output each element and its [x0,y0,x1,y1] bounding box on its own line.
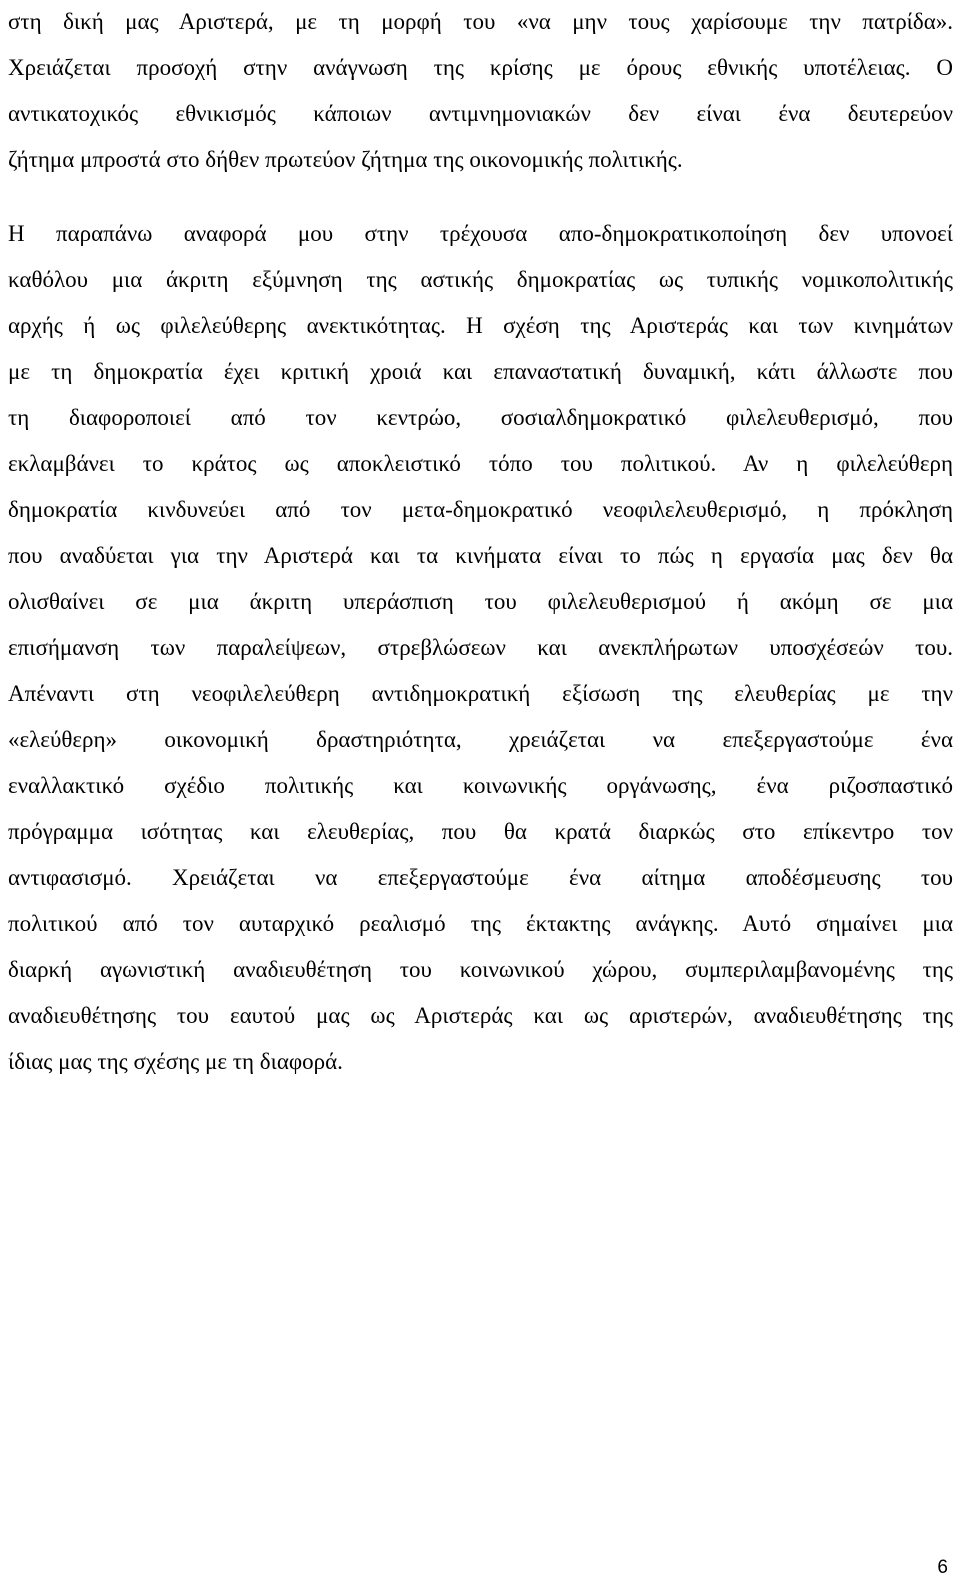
text-line: Χρειάζεται προσοχή στην ανάγνωση της κρίσης με όρους εθνικής υποτέλειας. Ο [8,55,953,80]
paragraph-2 [8,211,953,1085]
text-line: που αναδύεται για την Αριστερά και τα κινήματα είναι το πώς η εργασία μας δεν θα [8,543,953,568]
text-line: καθόλου μια άκριτη εξύμνηση της αστικής δημοκρατίας ως τυπικής νομικοπολιτικής [8,267,953,292]
text-line: Η παραπάνω αναφορά μου στην τρέχουσα απο-δημοκρατικοποίηση δεν υπονοεί [8,221,953,246]
text-line: με τη δημοκρατία έχει κριτική χροιά και επαναστατική δυναμική, κάτι άλλωστε που [8,359,953,384]
text-line: ολισθαίνει σε μια άκριτη υπεράσπιση του φιλελευθερισμού ή ακόμη σε μια [8,589,953,614]
text-line: εκλαμβάνει το κράτος ως αποκλειστικό τόπο του πολιτικού. Αν η φιλελεύθερη [8,451,953,476]
text-line: πρόγραμμα ισότητας και ελευθερίας, που θα κρατά διαρκώς στο επίκεντρο τον [8,819,953,844]
text-line: αναδιευθέτησης του εαυτού μας ως Αριστεράς και ως αριστερών, αναδιευθέτησης της [8,1003,953,1028]
text-line: στη δική μας Αριστερά, με τη μορφή του «να μην τους χαρίσουμε την πατρίδα». [8,9,953,34]
text-line: δημοκρατία κινδυνεύει από τον μετα-δημοκρατικό νεοφιλελευθερισμό, η πρόκληση [8,497,953,522]
text-line: ίδιας μας της σχέσης με τη διαφορά. [8,1049,343,1074]
paragraph-1 [8,0,953,183]
text-line: διαρκή αγωνιστική αναδιευθέτηση του κοινωνικού χώρου, συμπεριλαμβανομένης της [8,957,953,982]
text-line: αντικατοχικός εθνικισμός κάποιων αντιμνημονιακών δεν είναι ένα δευτερεύον [8,101,953,126]
text-line: αρχής ή ως φιλελεύθερης ανεκτικότητας. Η σχέση της Αριστεράς και των κινημάτων [8,313,953,338]
text-line: πολιτικού από τον αυταρχικό ρεαλισμό της έκτακτης ανάγκης. Αυτό σημαίνει μια [8,911,953,936]
text-line: «ελεύθερη» οικονομική δραστηριότητα, χρειάζεται να επεξεργαστούμε ένα [8,727,953,752]
text-line: Απέναντι στη νεοφιλελεύθερη αντιδημοκρατική εξίσωση της ελευθερίας με την [8,681,953,706]
page-number: 6 [937,1557,948,1578]
text-line: επισήμανση των παραλείψεων, στρεβλώσεων και ανεκπλήρωτων υποσχέσεών του. [8,635,953,660]
text-line: τη διαφοροποιεί από τον κεντρώο, σοσιαλδημοκρατικό φιλελευθερισμό, που [8,405,953,430]
text-line: ζήτημα μπροστά στο δήθεν πρωτεύον ζήτημα της οικονομικής πολιτικής. [8,147,683,172]
text-line: εναλλακτικό σχέδιο πολιτικής και κοινωνικής οργάνωσης, ένα ριζοσπαστικό [8,773,953,798]
text-line: αντιφασισμό. Χρειάζεται να επεξεργαστούμε ένα αίτημα αποδέσμευσης του [8,865,953,890]
